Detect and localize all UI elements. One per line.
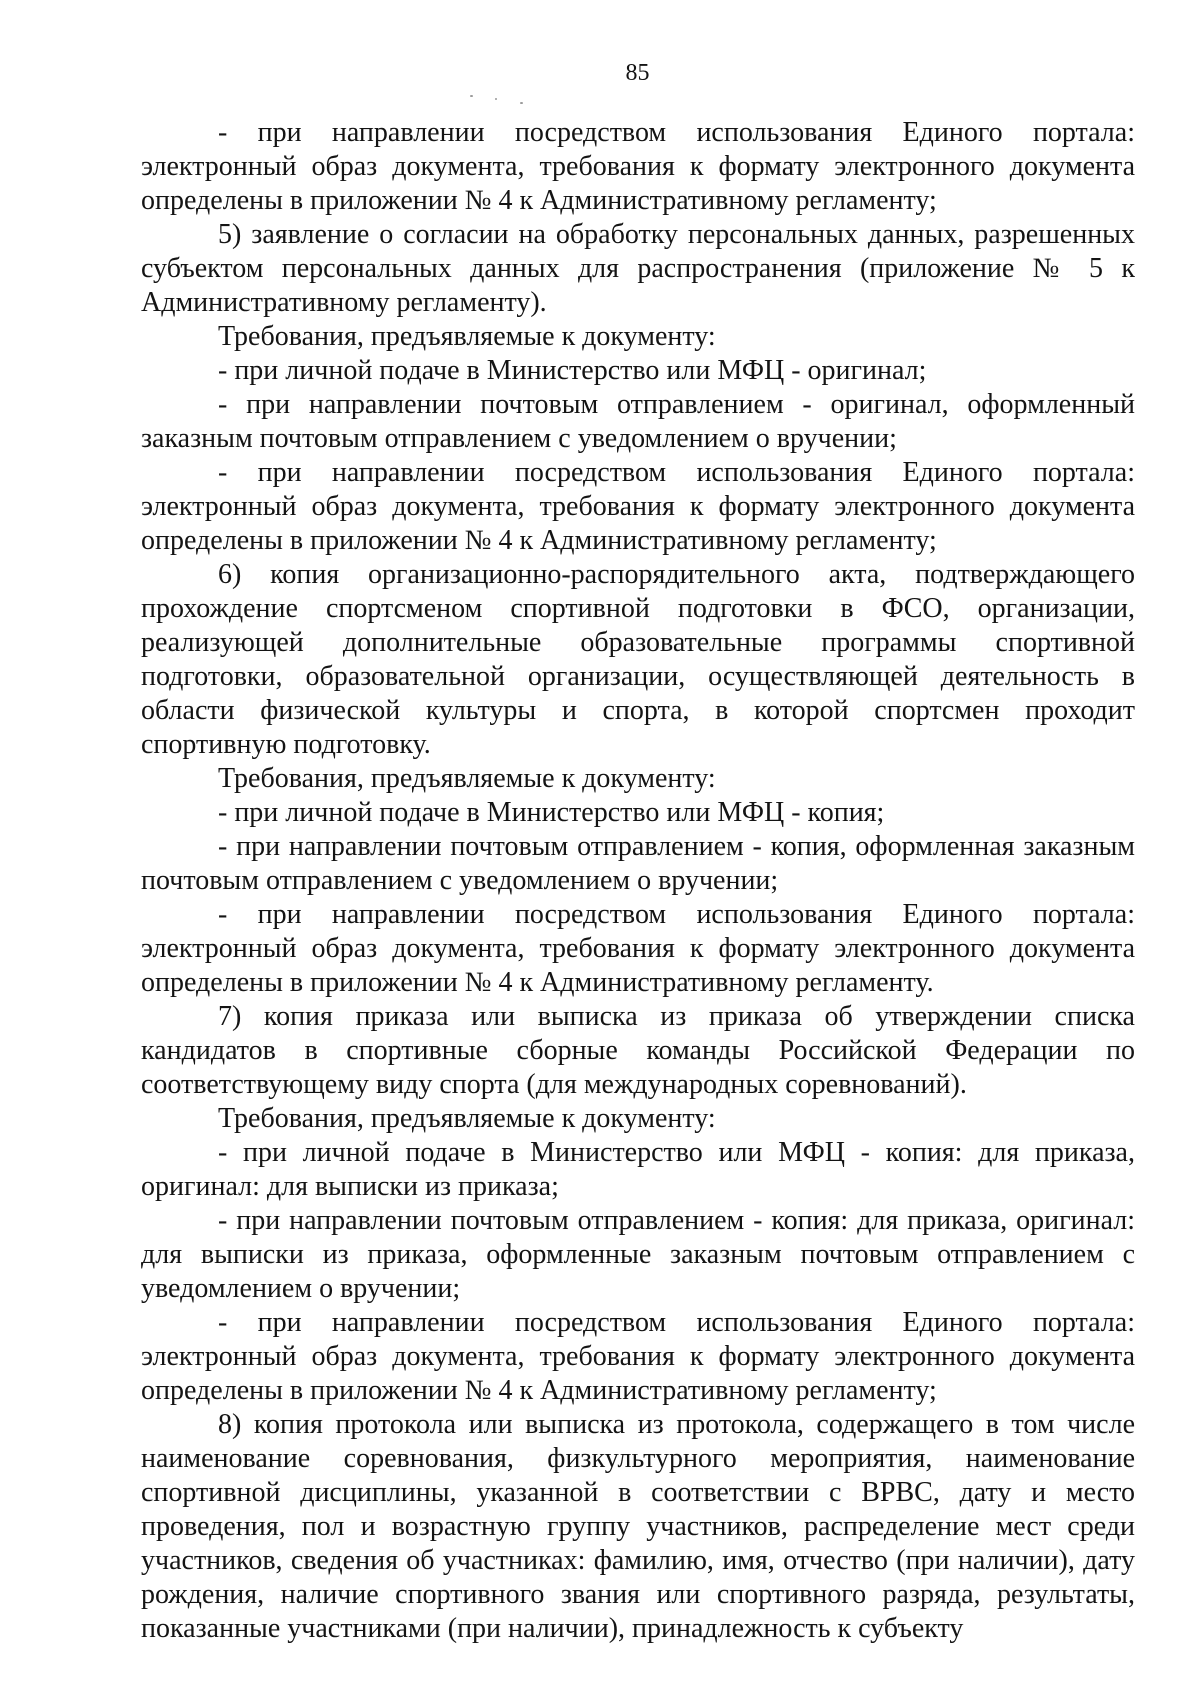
scan-speck	[495, 98, 497, 100]
paragraph: - при личной подаче в Министерство или МФЦ - оригинал;	[218, 355, 927, 386]
page-number: 85	[625, 60, 650, 86]
paragraph: - при личной подаче в Министерство или МФЦ - копия: для приказа, оригинал: для выписки из приказа;	[141, 1137, 1135, 1202]
paragraph: 5) заявление о согласии на обработку персональных данных, разрешенных субъектом персональных данных для распространения (приложение № 5 к Административному регламенту).	[141, 219, 1135, 318]
paragraph: - при направлении посредством использования Единого портала: электронный образ документа, требования к формату электронного документа определены в приложении № 4 к Административному регламенту;	[141, 457, 1135, 556]
paragraph: Требования, предъявляемые к документу:	[218, 763, 716, 794]
paragraph: - при направлении почтовым отправлением - оригинал, оформленный заказным почтовым отправлением с уведомлением о вручении;	[141, 389, 1135, 454]
paragraph: Требования, предъявляемые к документу:	[218, 321, 716, 352]
scan-speck	[520, 102, 523, 104]
paragraph: - при направлении посредством использования Единого портала: электронный образ документа, требования к формату электронного документа определены в приложении № 4 к Административному регламенту.	[141, 899, 1135, 998]
paragraph: - при направлении почтовым отправлением - копия: для приказа, оригинал: для выписки из приказа, оформленные заказным почтовым отправлением с уведомлением о вручении;	[141, 1205, 1135, 1304]
paragraph: - при направлении почтовым отправлением - копия, оформленная заказным почтовым отправлением с уведомлением о вручении;	[141, 831, 1135, 896]
scan-speck	[470, 95, 473, 97]
paragraph: 8) копия протокола или выписка из протокола, содержащего в том числе наименование соревнования, физкультурного мероприятия, наименование спортивной дисциплины, указанной в соответствии с ВРВС, дату и место проведения, пол и возрастную группу участников, распределение мест среди участников, сведения об участниках: фамилию, имя, отчество (при наличии), дату рождения, наличие спортивного звания или спортивного разряда, результаты, показанные участниками (при наличии), принадлежность к субъекту	[141, 1409, 1135, 1644]
paragraph: 7) копия приказа или выписка из приказа об утверждении списка кандидатов в спортивные сборные команды Российской Федерации по соответствующему виду спорта (для международных соревнований).	[141, 1001, 1135, 1100]
paragraph: - при направлении посредством использования Единого портала: электронный образ документа, требования к формату электронного документа определены в приложении № 4 к Административному регламенту;	[141, 117, 1135, 216]
paragraph: Требования, предъявляемые к документу:	[218, 1103, 716, 1134]
paragraph: 6) копия организационно-распорядительного акта, подтверждающего прохождение спортсменом спортивной подготовки в ФСО, организации, реализующей дополнительные образовательные программы спортивной подготовки, образовательной организации, осуществляющей деятельность в области физической культуры и спорта, в которой спортсмен проходит спортивную подготовку.	[141, 559, 1135, 760]
document-body	[141, 116, 1135, 1646]
paragraph: - при личной подаче в Министерство или МФЦ - копия;	[218, 797, 885, 828]
paragraph: - при направлении посредством использования Единого портала: электронный образ документа, требования к формату электронного документа определены в приложении № 4 к Административному регламенту;	[141, 1307, 1135, 1406]
